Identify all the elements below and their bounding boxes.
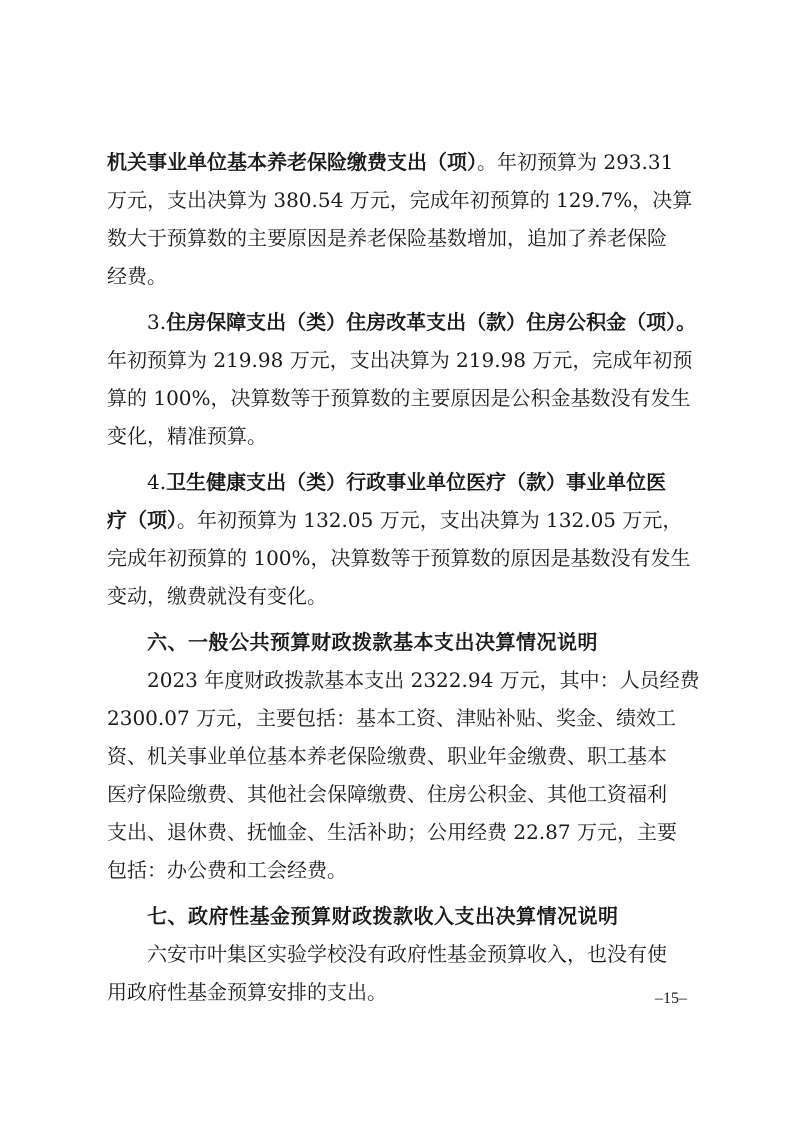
text-line [107, 501, 687, 539]
item-number: 3. [147, 310, 167, 334]
section-basic-expenditure [107, 623, 700, 889]
document-body [107, 143, 700, 1011]
text-line: 包括：办公费和工会经费。 [107, 858, 347, 882]
text-line: 支出、退休费、抚恤金、生活补助；公用经费 22.87 万元，主要 [107, 820, 677, 844]
text-line: 医疗保险缴费、其他社会保障缴费、住房公积金、其他工资福利 [107, 782, 667, 806]
text-line: 完成年初预算的 100%，决算数等于预算数的原因是基数没有发生 [107, 546, 691, 570]
text-run: 。年初预算为 132.05 万元，支出决算为 132.05 万元， [177, 508, 683, 532]
text-line: 数大于预算数的主要原因是养老保险基数增加，追加了养老保险 [107, 226, 667, 250]
text-run: 。年初预算为 293.31 [477, 150, 674, 174]
bold-phrase: 住房保障支出（类）住房改革支出（款）住房公积金（项）。 [166, 310, 697, 334]
text-line: 资、机关事业单位基本养老保险缴费、职业年金缴费、职工基本 [107, 744, 667, 768]
text-line: 2300.07 万元，主要包括：基本工资、津贴补贴、奖金、绩效工 [107, 706, 677, 730]
text-line: 六安市叶集区实验学校没有政府性基金预算收入，也没有使 [147, 942, 667, 966]
paragraph-housing [107, 303, 697, 455]
bold-phrase: 机关事业单位基本养老保险缴费支出（项） [107, 150, 477, 174]
bold-phrase: 疗（项） [107, 508, 177, 532]
text-line [107, 463, 687, 501]
text-line: 变化，精准预算。 [107, 424, 267, 448]
text-line: 算的 100%，决算数等于预算数的主要原因是公积金基数没有发生 [107, 386, 691, 410]
paragraph-pension [107, 143, 693, 295]
section-government-fund [107, 897, 687, 1011]
text-line: 用政府性基金预算安排的支出。 [107, 980, 387, 1004]
text-line: 经费。 [107, 264, 167, 288]
text-line: 万元，支出决算为 380.54 万元，完成年初预算的 129.7%，决算 [107, 188, 693, 212]
page-number: –15– [655, 990, 687, 1007]
paragraph-health [107, 463, 691, 615]
text-line [107, 303, 697, 341]
section-heading: 六、一般公共预算财政拨款基本支出决算情况说明 [147, 630, 598, 654]
section-heading: 七、政府性基金预算财政拨款收入支出决算情况说明 [147, 904, 619, 928]
item-number: 4. [147, 470, 167, 494]
text-line: 变动，缴费就没有变化。 [107, 584, 327, 608]
text-line: 年初预算为 219.98 万元，支出决算为 219.98 万元，完成年初预 [107, 348, 693, 372]
text-line: 2023 年度财政拨款基本支出 2322.94 万元，其中：人员经费 [147, 668, 700, 692]
bold-phrase: 卫生健康支出（类）行政事业单位医疗（款）事业单位医 [166, 470, 667, 494]
text-line [107, 143, 687, 181]
